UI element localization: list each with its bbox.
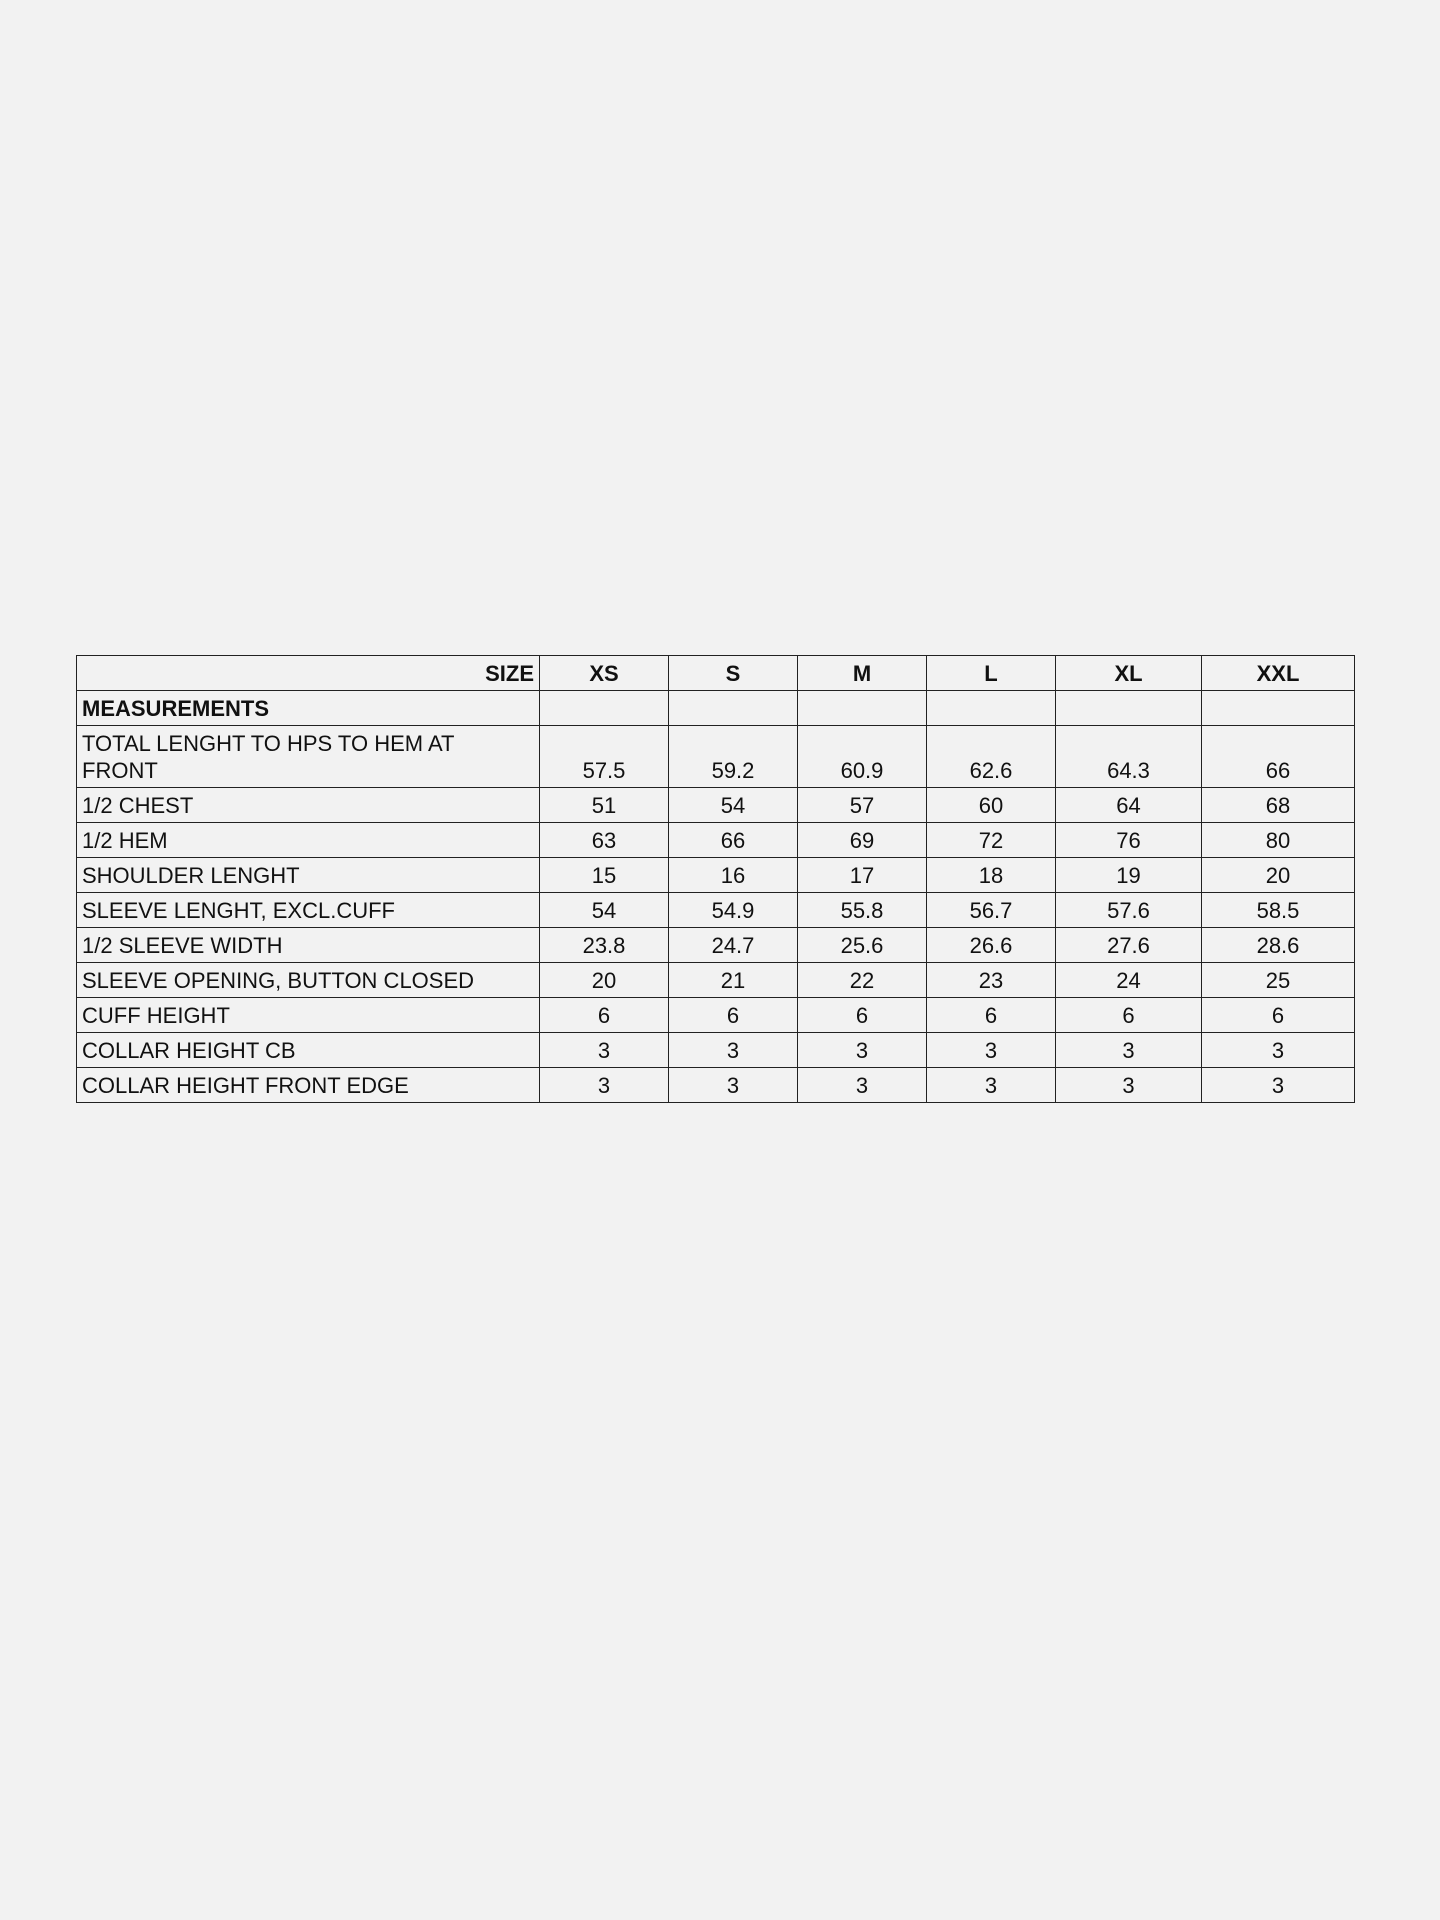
measurement-value: 15 [540,858,669,893]
measurement-value: 6 [540,998,669,1033]
measurement-value: 3 [1056,1068,1202,1103]
measurement-value: 56.7 [927,893,1056,928]
table-row [77,726,1355,788]
measurement-value: 23 [927,963,1056,998]
measurement-value: 20 [1202,858,1355,893]
measurement-value: 59.2 [669,726,798,788]
measurement-value: 55.8 [798,893,927,928]
measurement-value: 3 [540,1068,669,1103]
table-row [77,998,1355,1033]
measurement-value: 16 [669,858,798,893]
measurement-value: 20 [540,963,669,998]
measurement-value: 3 [1202,1033,1355,1068]
measurement-value: 54 [540,893,669,928]
section-row [77,691,1355,726]
table-row [77,1033,1355,1068]
measurement-value: 26.6 [927,928,1056,963]
measurement-label: 1/2 CHEST [77,788,540,823]
measurement-value: 19 [1056,858,1202,893]
measurement-label: CUFF HEIGHT [77,998,540,1033]
measurement-value: 25 [1202,963,1355,998]
measurement-value: 3 [798,1068,927,1103]
table-row [77,858,1355,893]
size-header-label: SIZE [77,656,540,691]
measurement-rows [77,726,1355,1103]
table-row [77,1068,1355,1103]
empty-cell [1202,691,1355,726]
measurement-value: 3 [927,1033,1056,1068]
size-header-xs: XS [540,656,669,691]
measurement-value: 66 [1202,726,1355,788]
measurement-value: 3 [1056,1033,1202,1068]
measurement-value: 51 [540,788,669,823]
measurement-value: 25.6 [798,928,927,963]
measurement-label: 1/2 SLEEVE WIDTH [77,928,540,963]
size-header-row [77,656,1355,691]
size-header-xxl: XXL [1202,656,1355,691]
measurement-label: SHOULDER LENGHT [77,858,540,893]
measurement-value: 6 [669,998,798,1033]
measurement-label: COLLAR HEIGHT FRONT EDGE [77,1068,540,1103]
measurement-value: 24 [1056,963,1202,998]
table-row [77,963,1355,998]
empty-cell [540,691,669,726]
measurement-value: 3 [1202,1068,1355,1103]
measurement-value: 80 [1202,823,1355,858]
measurement-value: 57.6 [1056,893,1202,928]
measurement-value: 3 [669,1068,798,1103]
measurement-value: 62.6 [927,726,1056,788]
measurement-value: 68 [1202,788,1355,823]
measurement-value: 3 [798,1033,927,1068]
measurement-value: 63 [540,823,669,858]
measurement-value: 64.3 [1056,726,1202,788]
size-header-s: S [669,656,798,691]
empty-cell [1056,691,1202,726]
empty-cell [669,691,798,726]
empty-cell [927,691,1056,726]
table-row [77,928,1355,963]
measurement-value: 22 [798,963,927,998]
measurement-value: 69 [798,823,927,858]
measurement-value: 57.5 [540,726,669,788]
empty-cell [798,691,927,726]
measurement-value: 27.6 [1056,928,1202,963]
measurement-value: 28.6 [1202,928,1355,963]
measurement-value: 57 [798,788,927,823]
measurement-value: 58.5 [1202,893,1355,928]
measurement-value: 6 [927,998,1056,1033]
table-row [77,823,1355,858]
measurement-label: COLLAR HEIGHT CB [77,1033,540,1068]
section-label: MEASUREMENTS [77,691,540,726]
measurement-value: 66 [669,823,798,858]
measurement-value: 54 [669,788,798,823]
measurement-value: 21 [669,963,798,998]
measurement-value: 6 [1202,998,1355,1033]
measurement-value: 6 [798,998,927,1033]
measurement-value: 64 [1056,788,1202,823]
size-header-l: L [927,656,1056,691]
measurement-value: 18 [927,858,1056,893]
measurement-value: 60.9 [798,726,927,788]
measurement-value: 54.9 [669,893,798,928]
measurement-value: 3 [669,1033,798,1068]
measurement-value: 17 [798,858,927,893]
size-chart-table [76,655,1355,1103]
measurement-value: 3 [927,1068,1056,1103]
measurement-label: TOTAL LENGHT TO HPS TO HEM AT FRONT [77,726,540,788]
measurement-label: SLEEVE LENGHT, EXCL.CUFF [77,893,540,928]
size-header-xl: XL [1056,656,1202,691]
measurement-label: 1/2 HEM [77,823,540,858]
measurement-value: 24.7 [669,928,798,963]
measurement-value: 23.8 [540,928,669,963]
measurement-label: SLEEVE OPENING, BUTTON CLOSED [77,963,540,998]
measurement-value: 60 [927,788,1056,823]
measurement-value: 6 [1056,998,1202,1033]
measurement-value: 72 [927,823,1056,858]
measurement-value: 3 [540,1033,669,1068]
measurement-value: 76 [1056,823,1202,858]
table-row [77,893,1355,928]
size-header-m: M [798,656,927,691]
table-row [77,788,1355,823]
